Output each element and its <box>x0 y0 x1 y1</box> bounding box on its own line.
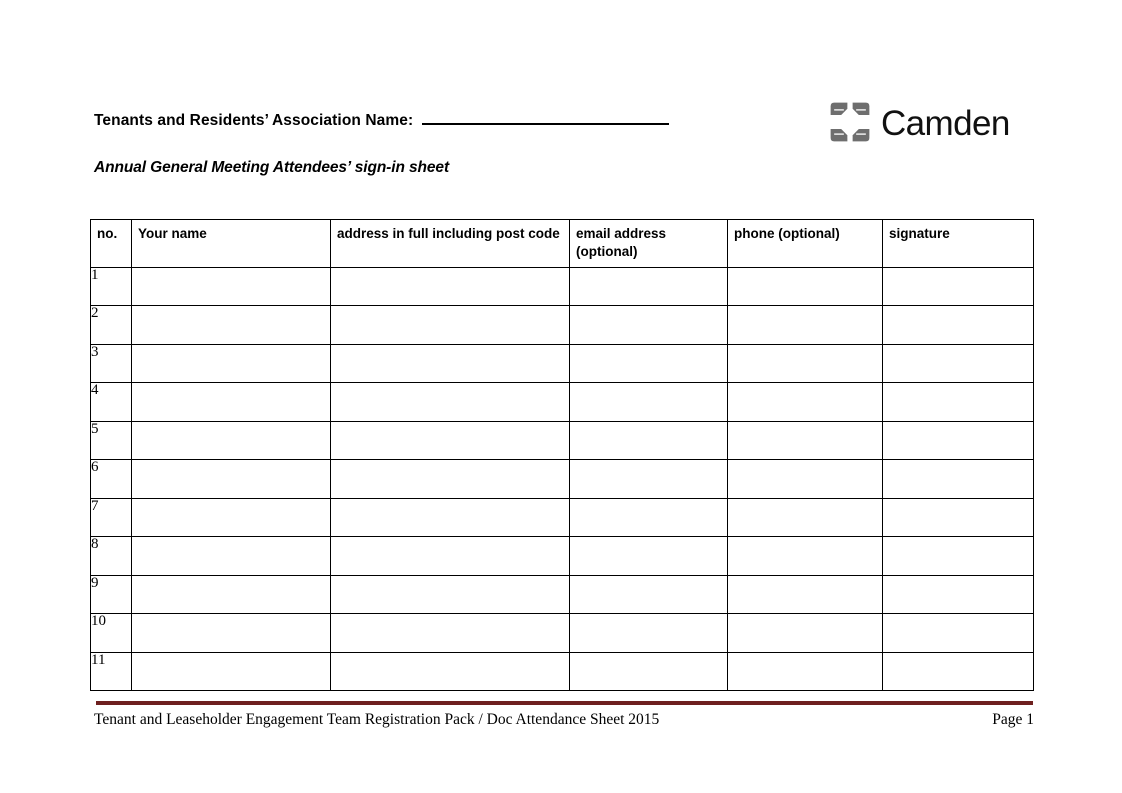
cell-signature[interactable] <box>883 383 1034 422</box>
cell-phone[interactable] <box>728 306 883 345</box>
table-row <box>91 344 1034 383</box>
sheet-subtitle: Annual General Meeting Attendees’ sign-in sheet <box>94 159 450 176</box>
cell-signature[interactable] <box>883 498 1034 537</box>
table-row <box>91 575 1034 614</box>
cell-email[interactable] <box>570 537 728 576</box>
table-row <box>91 460 1034 499</box>
cell-address[interactable] <box>331 421 570 460</box>
column-header-no: no. <box>91 220 132 268</box>
camden-logo <box>828 100 1010 144</box>
cell-phone[interactable] <box>728 383 883 422</box>
cell-name[interactable] <box>132 537 331 576</box>
cell-email[interactable] <box>570 575 728 614</box>
cell-phone[interactable] <box>728 652 883 691</box>
table-row <box>91 383 1034 422</box>
cell-address[interactable] <box>331 537 570 576</box>
cell-phone[interactable] <box>728 421 883 460</box>
association-name-label: Tenants and Residents’ Association Name: <box>94 112 414 129</box>
cell-phone[interactable] <box>728 460 883 499</box>
cell-phone[interactable] <box>728 614 883 653</box>
cell-name[interactable] <box>132 575 331 614</box>
cell-name[interactable] <box>132 498 331 537</box>
cell-name[interactable] <box>132 652 331 691</box>
cell-address[interactable] <box>331 575 570 614</box>
row-number-cell: 11 <box>91 652 132 691</box>
cell-phone[interactable] <box>728 267 883 306</box>
association-name-line <box>94 110 754 130</box>
column-header-phone: phone (optional) <box>728 220 883 268</box>
cell-name[interactable] <box>132 344 331 383</box>
cell-address[interactable] <box>331 306 570 345</box>
cell-email[interactable] <box>570 267 728 306</box>
row-number-cell: 6 <box>91 460 132 499</box>
cell-email[interactable] <box>570 421 728 460</box>
cell-email[interactable] <box>570 614 728 653</box>
row-number-cell: 10 <box>91 614 132 653</box>
table-row <box>91 267 1034 306</box>
row-number-cell: 1 <box>91 267 132 306</box>
table-row <box>91 498 1034 537</box>
row-number-cell: 5 <box>91 421 132 460</box>
cell-signature[interactable] <box>883 460 1034 499</box>
cell-phone[interactable] <box>728 344 883 383</box>
cell-address[interactable] <box>331 498 570 537</box>
footer <box>94 711 1034 729</box>
column-header-name: Your name <box>132 220 331 268</box>
row-number-cell: 7 <box>91 498 132 537</box>
attendance-table <box>90 219 1034 691</box>
cell-email[interactable] <box>570 498 728 537</box>
row-number-cell: 3 <box>91 344 132 383</box>
cell-signature[interactable] <box>883 267 1034 306</box>
row-number-cell: 8 <box>91 537 132 576</box>
column-header-email: email address (optional) <box>570 220 728 268</box>
footer-page-label: Page 1 <box>992 711 1034 728</box>
footer-left-text: Tenant and Leaseholder Engagement Team Registration Pack / Doc Attendance Sheet 2015 <box>94 711 660 728</box>
cell-address[interactable] <box>331 614 570 653</box>
column-header-signature: signature <box>883 220 1034 268</box>
table-row <box>91 652 1034 691</box>
row-number-cell: 4 <box>91 383 132 422</box>
cell-name[interactable] <box>132 614 331 653</box>
cell-name[interactable] <box>132 383 331 422</box>
association-name-block <box>94 110 754 130</box>
table-row <box>91 306 1034 345</box>
cell-email[interactable] <box>570 652 728 691</box>
cell-signature[interactable] <box>883 537 1034 576</box>
row-number-cell: 2 <box>91 306 132 345</box>
cell-name[interactable] <box>132 421 331 460</box>
cell-phone[interactable] <box>728 537 883 576</box>
cell-phone[interactable] <box>728 575 883 614</box>
association-name-fill-line[interactable] <box>422 110 669 125</box>
cell-email[interactable] <box>570 460 728 499</box>
cell-name[interactable] <box>132 267 331 306</box>
cell-address[interactable] <box>331 344 570 383</box>
camden-wordmark: Camden <box>881 103 1010 143</box>
cell-signature[interactable] <box>883 652 1034 691</box>
cell-name[interactable] <box>132 460 331 499</box>
cell-address[interactable] <box>331 267 570 306</box>
camden-pinwheel-icon <box>828 100 872 144</box>
cell-address[interactable] <box>331 383 570 422</box>
cell-email[interactable] <box>570 344 728 383</box>
cell-signature[interactable] <box>883 575 1034 614</box>
cell-address[interactable] <box>331 652 570 691</box>
cell-signature[interactable] <box>883 306 1034 345</box>
table-row <box>91 421 1034 460</box>
column-header-address: address in full including post code <box>331 220 570 268</box>
cell-signature[interactable] <box>883 421 1034 460</box>
cell-signature[interactable] <box>883 614 1034 653</box>
cell-email[interactable] <box>570 306 728 345</box>
footer-divider-rule <box>96 701 1033 705</box>
cell-email[interactable] <box>570 383 728 422</box>
cell-name[interactable] <box>132 306 331 345</box>
cell-signature[interactable] <box>883 344 1034 383</box>
table-row <box>91 614 1034 653</box>
row-number-cell: 9 <box>91 575 132 614</box>
table-row <box>91 537 1034 576</box>
table-header-row <box>91 220 1034 268</box>
cell-phone[interactable] <box>728 498 883 537</box>
cell-address[interactable] <box>331 460 570 499</box>
